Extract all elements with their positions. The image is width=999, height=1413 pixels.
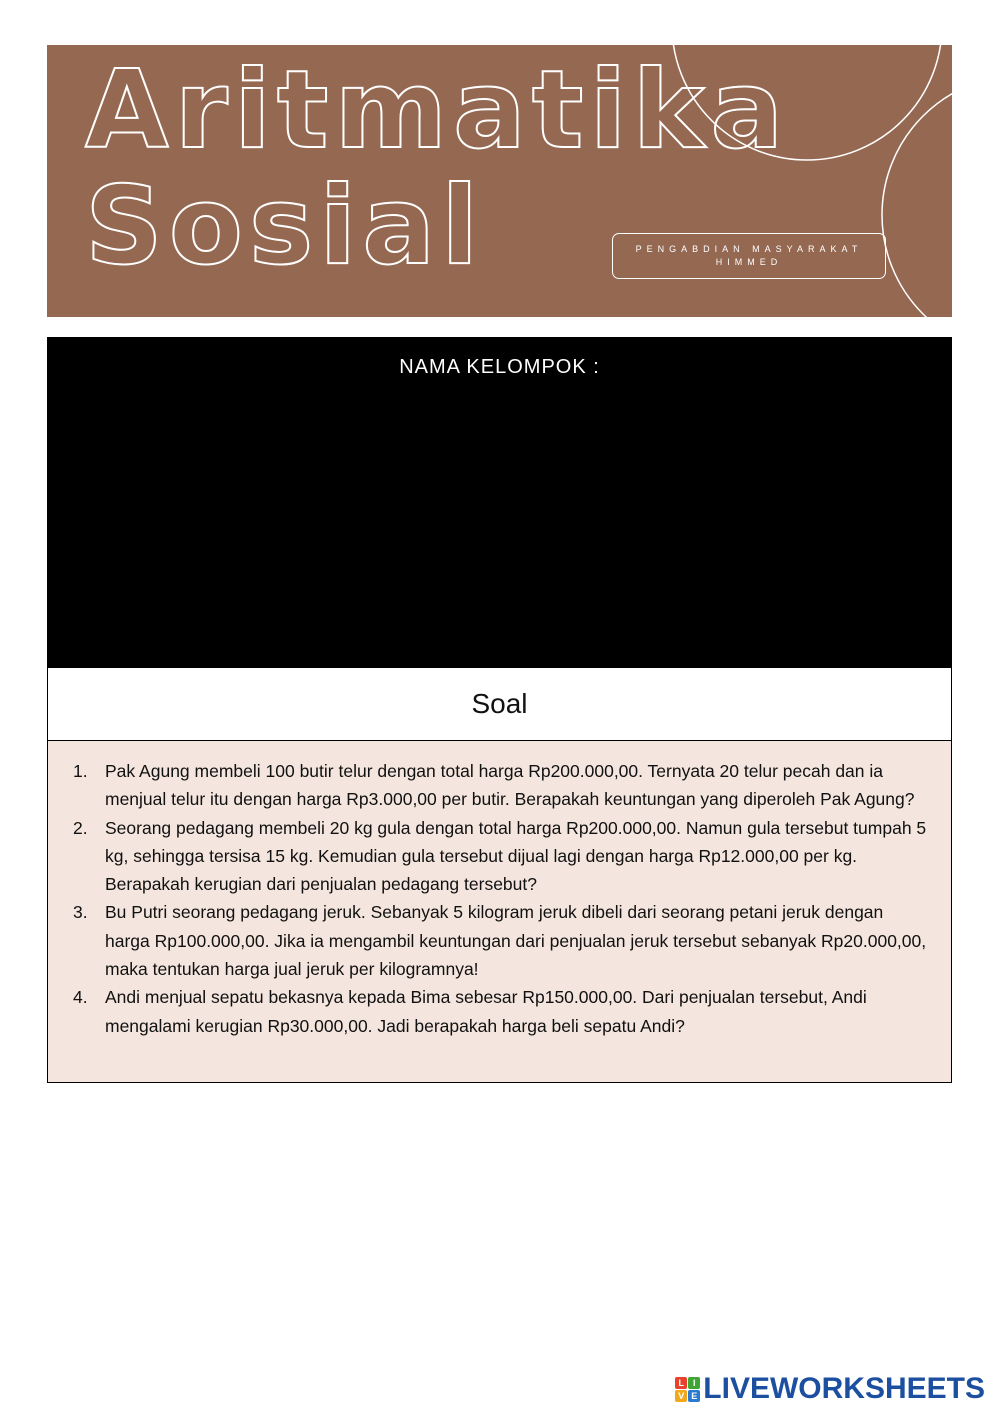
question-text: Seorang pedagang membeli 20 kg gula dengan total harga Rp200.000,00. Namun gula tersebut tumpah 5 kg, sehingga tersisa 15 kg. Kemudian gula tersebut dijual lagi dengan harga Rp12.000,00 per kg. Berapakah kerugian dari penjualan pedagang tersebut?	[105, 817, 927, 895]
question-number: 3.	[73, 902, 88, 923]
logo-mark-icon	[675, 1377, 700, 1402]
question-item	[48, 814, 931, 899]
title-line-1: Aritmatika	[85, 48, 790, 173]
organizer-tag-line-2: HIMMED	[715, 257, 783, 267]
question-item	[48, 898, 931, 983]
logo-letter: I	[688, 1377, 700, 1389]
logo-letter: E	[688, 1390, 700, 1402]
title-line-2: Sosial	[85, 164, 485, 289]
deco-circle-right	[882, 75, 952, 317]
logo-letter: V	[675, 1390, 687, 1402]
question-text: Bu Putri seorang pedagang jeruk. Sebanyak 5 kilogram jeruk dibeli dari seorang petani jeruk dengan harga Rp100.000,00. Jika ia mengambil keuntungan dari penjualan jeruk tersebut sebanyak Rp20.000,00, maka tentukan harga jual jeruk per kilogramnya!	[105, 902, 927, 980]
organizer-tag-line-1: PENGABDIAN MASYARAKAT	[635, 244, 863, 254]
group-name-box	[47, 337, 952, 668]
question-number: 2.	[73, 817, 88, 838]
title-banner	[47, 45, 952, 317]
question-text: Pak Agung membeli 100 butir telur dengan total harga Rp200.000,00. Ternyata 20 telur pecah dan ia menjual telur itu dengan harga Rp3.000,00 per butir. Berapakah keuntungan yang diperoleh Pak Agung?	[105, 761, 915, 810]
question-number: 1.	[73, 761, 88, 781]
liveworksheets-logo[interactable]	[675, 1372, 985, 1406]
organizer-tag	[612, 233, 886, 279]
question-item	[48, 757, 931, 814]
logo-text: LIVEWORKSHEETS	[703, 1372, 985, 1405]
logo-letter: L	[675, 1377, 687, 1389]
group-name-label: NAMA KELOMPOK :	[399, 356, 600, 378]
question-item	[48, 983, 931, 1040]
section-title: Soal	[47, 668, 952, 741]
question-list-box	[47, 741, 952, 1083]
question-list	[48, 741, 951, 1040]
question-text: Andi menjual sepatu bekasnya kepada Bima sebesar Rp150.000,00. Dari penjualan tersebut, Andi mengalami kerugian Rp30.000,00. Jadi berapakah harga beli sepatu Andi?	[105, 987, 867, 1036]
question-number: 4.	[73, 987, 88, 1008]
